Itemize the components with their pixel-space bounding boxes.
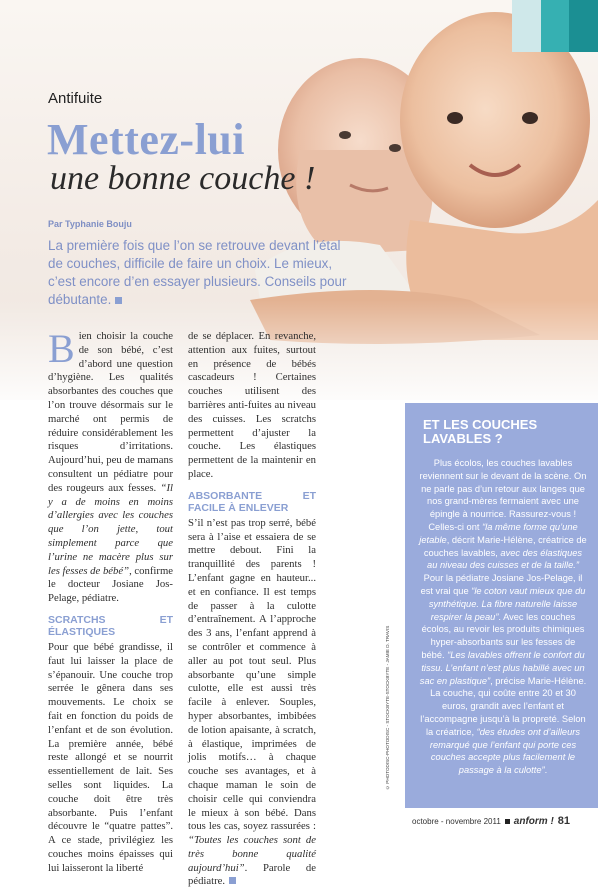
absorbante-tail: . Parole de pédiatre. — [188, 861, 316, 888]
page-footer — [412, 815, 570, 827]
headline-line-1: Mettez-lui — [47, 115, 245, 164]
sb-q1: “la même forme qu’une jetable — [419, 521, 578, 545]
magazine-brand: anform ! — [513, 816, 554, 827]
tab-light — [512, 0, 541, 52]
sb-t1: Plus écolos, les couches lavables reviennent sur le devant de la scène. On ne parle pas d’un retour aux langes que nos grand-mères fermaient avec une épingle à nourrice. Rassurez-vous ! Celles-ci ont — [419, 458, 587, 532]
corner-color-tabs — [512, 0, 598, 52]
sb-q2: avec des élastiques au niveau des cuisses et de la taille.” — [427, 547, 583, 571]
lead-paragraph — [48, 237, 348, 309]
subhead-absorbante: ABSORBANTE ET FACILE À ENLEVER — [188, 489, 316, 514]
sidebar-box — [405, 403, 598, 808]
intro-quote: “Il y a de moins en moins d’allergies avec les couches que l’on jette, tout simplement parce que l’urine ne macère plus sur les fesses de bébé” — [48, 481, 173, 577]
intro-text: ien choisir la couche de son bébé, c’est d’abord une question d’hygiène. Les qualités absorbantes des couches que l’on trouve désormais sur le marché ont permis de réduire considérablement les risques d’irritations. Aujourd’hui, peu de mamans consultent un pédiatre pour des rougeurs aux fesses. — [48, 330, 173, 494]
sidebar-title: ET LES COUCHES LAVABLES ? — [423, 417, 538, 446]
paragraph-absorbante — [188, 517, 316, 889]
page-number: 81 — [557, 815, 571, 827]
sb-q3: “le coton vaut mieux que du synthétique. La fibre naturelle laisse respirer la peau” — [428, 585, 586, 622]
footer-square-icon — [505, 819, 510, 824]
end-square-icon — [229, 877, 236, 884]
headline-line-2: une bonne couche ! — [50, 160, 316, 197]
sb-t6: . — [544, 765, 548, 776]
paragraph-intro — [48, 326, 174, 606]
sb-t2: , décrit Marie-Hélène, créatrice de couches lavables, — [423, 534, 587, 558]
end-square-icon — [115, 297, 122, 304]
intro-tail: , confirme le docteur Josiane Jos-Pelage, pédiatre. — [48, 564, 174, 605]
article-column-1 — [48, 326, 174, 875]
sb-q4: “Les lavables offrent le confort du tissu. L’enfant n’est plus habillé avec un sac en plastique” — [419, 649, 585, 686]
section-kicker: Antifuite — [48, 90, 103, 107]
byline: Par Typhanie Bouju — [48, 219, 132, 229]
paragraph-scratchs-cont: de se déplacer. En revanche, attention aux fuites, surtout en présence de bébés cascadeurs ! Certaines couches utilisent des barrières anti-fuites au niveau des cuisses. Les scratchs permettent d’ajuster la couche. Les élastiques permettent de la maintenir en place. — [188, 330, 316, 480]
sb-q5: “des études ont d’ailleurs remarqué que l’enfant qui porte ces couches accepte plus facilement le passage à la culotte” — [429, 726, 580, 776]
sidebar-body — [419, 457, 587, 777]
issue-date: octobre - novembre 2011 — [412, 817, 501, 826]
drop-cap: B — [48, 326, 75, 371]
photo-credit: © PHOTODISC-PHOTODISC - STOCKBYTE-STOCKBYTE - JAMIE D. TRAVIS — [385, 625, 390, 790]
absorbante-quote: “Toutes les couches sont de très bonne qualité aujourd’hui” — [188, 834, 316, 874]
sb-t3: Pour la pédiatre Josiane Jos-Pelage, il est vrai que — [420, 573, 583, 596]
sb-t5: , précise Marie-Hélène. La couche, qui coûte entre 20 et 30 euros, grandit avec l’enfant et l’accompagne jusqu’à la propreté. Selon la créatrice, — [420, 675, 587, 737]
article-column-2 — [188, 330, 316, 889]
tab-dark — [569, 0, 598, 52]
paragraph-scratchs: Pour que bébé grandisse, il faut lui laisser la place de s’épanouir. Une couche trop serrée le gênera dans ses mouvements. Le choix se fait en fonction du poids de l’enfant et de son évolution. La première année, bébé reste allongé et se nourrit essentiellement de lait. Ses selles sont liquides. La couche doit être très absorbante. Puis l’enfant découvre le “quatre pattes”. A ce stade, privilégiez les couches moins épaisses qui lui laisseront la liberté — [48, 640, 173, 874]
tab-mid — [541, 0, 570, 52]
lead-text: La première fois que l’on se retrouve devant l’étal de couches, difficile de faire un choix. Le mieux, c’est encore d’en essayer plusieurs. Conseils pour débutante. — [48, 238, 347, 307]
sb-t4: . Avec les couches écolos, au revoir les produits chimiques hyper-absorbants sur les fesses de bébé. — [421, 611, 585, 660]
subhead-scratchs: SCRATCHS ET ÉLASTIQUES — [48, 613, 173, 638]
absorbante-text: S’il n’est pas trop serré, bébé sera à l’aise et essaiera de se mettre debout. Fini la tranquillité des parents ! L’enfant gagne en hauteur... et en confiance. Il est temps de passer à la culotte d’entraînement. A l’approche des 3 ans, l’enfant apprend à se contrôler et commence à aller au pot tout seul. Plus absorbante qu’une simple culotte, elle est aussi très facile à enlever. Souples, hyper absorbantes, imbibées de lotion apaisante, à scratch, à élastique, imprimées de jolis motifs… à chaque couche ses avantages, et à chaque maman le soin de choisir celle qui conviendra le mieux à son bébé. Dans tous les cas, soyez rassurées : — [188, 516, 316, 833]
